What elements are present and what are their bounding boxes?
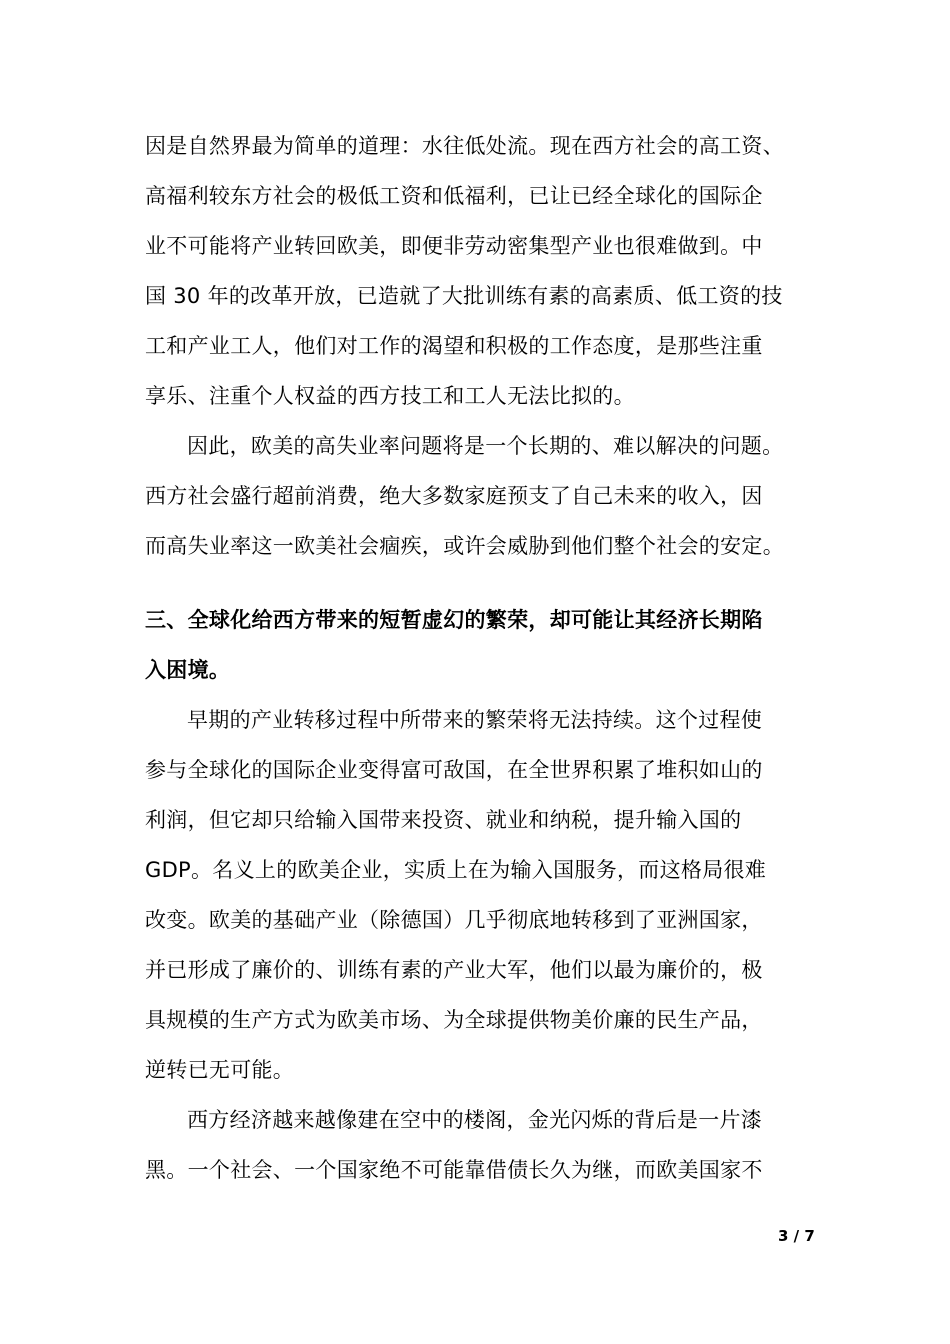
paragraph-line: 利润，但它却只给输入国带来投资、就业和纳税，提升输入国的 <box>145 808 742 832</box>
paragraph-line: 西方社会盛行超前消费，绝大多数家庭预支了自己未来的收入，因 <box>145 484 763 508</box>
paragraph-line: 业不可能将产业转回欧美，即便非劳动密集型产业也很难做到。中 <box>145 234 763 258</box>
paragraph-line: 高福利较东方社会的极低工资和低福利，已让已经全球化的国际企 <box>145 184 763 208</box>
paragraph-line: 因是自然界最为简单的道理：水往低处流。现在西方社会的高工资、 <box>145 134 784 158</box>
paragraph-line: 并已形成了廉价的、训练有素的产业大军，他们以最为廉价的，极 <box>145 958 763 982</box>
paragraph-line: 改变。欧美的基础产业（除德国）几乎彻底地转移到了亚洲国家， <box>145 908 763 932</box>
paragraph-line: 国 30 年的改革开放，已造就了大批训练有素的高素质、低工资的技 <box>145 284 783 308</box>
paragraph-line: 早期的产业转移过程中所带来的繁荣将无法持续。这个过程使 <box>187 708 763 732</box>
paragraph-line: 因此，欧美的高失业率问题将是一个长期的、难以解决的问题。 <box>187 434 784 458</box>
page-number: 3 / 7 <box>778 1227 815 1245</box>
paragraph-line: 黑。一个社会、一个国家绝不可能靠借债长久为继，而欧美国家不 <box>145 1158 763 1182</box>
section-heading-line: 入困境。 <box>145 658 231 682</box>
paragraph-line: 参与全球化的国际企业变得富可敌国，在全世界积累了堆积如山的 <box>145 758 763 782</box>
paragraph-line: 工和产业工人，他们对工作的渴望和积极的工作态度，是那些注重 <box>145 334 763 358</box>
section-heading-line: 三、全球化给西方带来的短暂虚幻的繁荣，却可能让其经济长期陷 <box>145 608 763 632</box>
paragraph-line: 西方经济越来越像建在空中的楼阁，金光闪烁的背后是一片漆 <box>187 1108 763 1132</box>
paragraph-line: 享乐、注重个人权益的西方技工和工人无法比拟的。 <box>145 384 635 408</box>
paragraph-line: 具规模的生产方式为欧美市场、为全球提供物美价廉的民生产品， <box>145 1008 763 1032</box>
paragraph-line: GDP。名义上的欧美企业，实质上在为输入国服务，而这格局很难 <box>145 858 767 882</box>
paragraph-line: 而高失业率这一欧美社会痼疾，或许会威胁到他们整个社会的安定。 <box>145 534 784 558</box>
paragraph-line: 逆转已无可能。 <box>145 1058 295 1082</box>
